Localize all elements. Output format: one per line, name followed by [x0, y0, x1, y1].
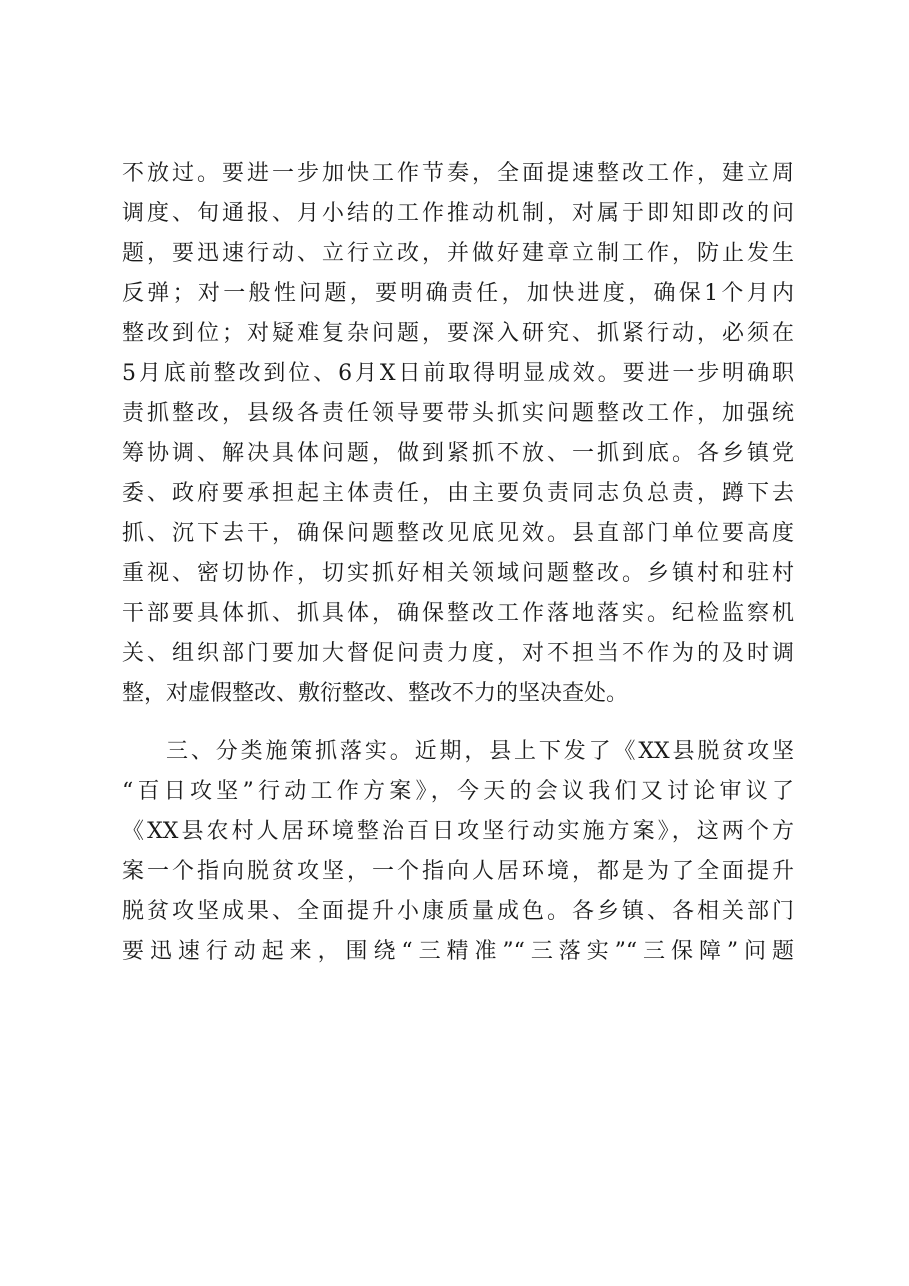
text-line: 整，对虚假整改、敷衍整改、整改不力的坚决查处。	[122, 681, 629, 706]
paragraph-2	[122, 732, 794, 972]
text-line: 题，要迅速行动、立行立改，并做好建章立制工作，防止发生	[122, 241, 794, 266]
text-line: 干部要具体抓、抓具体，确保整改工作落地落实。纪检监察机	[122, 601, 794, 626]
text-line: 关、组织部门要加大督促问责力度，对不担当不作为的及时调	[122, 641, 794, 666]
text-line: 反弹；对一般性问题，要明确责任，加快进度，确保1个月内	[122, 281, 794, 306]
text-line: 责抓整改，县级各责任领导要带头抓实问题整改工作，加强统	[122, 401, 794, 426]
document-body	[122, 154, 794, 972]
text-line: “百日攻坚”行动工作方案》，今天的会议我们又讨论审议了	[122, 779, 794, 804]
text-line: 《XX县农村人居环境整治百日攻坚行动实施方案》，这两个方	[122, 819, 794, 844]
text-line: 筹协调、解决具体问题，做到紧抓不放、一抓到底。各乡镇党	[122, 441, 794, 466]
text-line: 三、分类施策抓落实。近期，县上下发了《XX县脱贫攻坚	[166, 739, 794, 764]
text-line: 5月底前整改到位、6月X日前取得明显成效。要进一步明确职	[122, 361, 794, 386]
text-line: 调度、旬通报、月小结的工作推动机制，对属于即知即改的问	[122, 201, 794, 226]
text-line: 抓、沉下去干，确保问题整改见底见效。县直部门单位要高度	[122, 521, 794, 546]
paragraph-gap	[122, 714, 794, 732]
text-line: 委、政府要承担起主体责任，由主要负责同志负总责，蹲下去	[122, 481, 794, 506]
text-line: 不放过。要进一步加快工作节奏，全面提速整改工作，建立周	[122, 161, 794, 186]
text-line: 重视、密切协作，切实抓好相关领域问题整改。乡镇村和驻村	[122, 561, 794, 586]
text-line: 要迅速行动起来，围绕“三精准”“三落实”“三保障”问题	[122, 939, 794, 964]
text-line: 案一个指向脱贫攻坚，一个指向人居环境，都是为了全面提升	[122, 859, 794, 884]
text-line: 整改到位；对疑难复杂问题，要深入研究、抓紧行动，必须在	[122, 321, 794, 346]
paragraph-1	[122, 154, 794, 714]
text-line: 脱贫攻坚成果、全面提升小康质量成色。各乡镇、各相关部门	[122, 899, 794, 924]
